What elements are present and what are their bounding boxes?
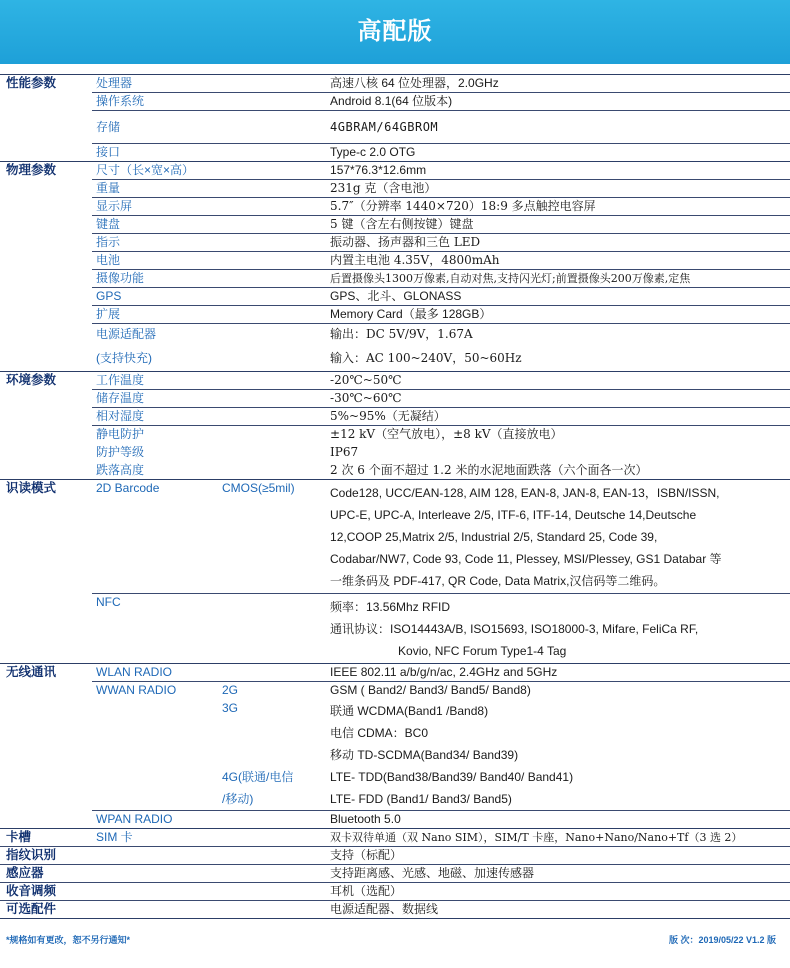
spec-value: -30℃~60℃ — [326, 390, 790, 408]
spec-name: 静电防护 — [92, 426, 326, 444]
spec-name: 防护等级 — [96, 445, 145, 459]
category-label: 指纹识别 — [0, 846, 92, 864]
wwan-3g-spec — [326, 700, 790, 766]
table-row — [0, 390, 790, 408]
spec-value: 后置摄像头1300万像素,自动对焦,支持闪光灯;前置摄像头200万像素,定焦 — [326, 270, 790, 288]
table-row — [0, 75, 790, 93]
version-info: 版 次：2019/05/22 V1.2 版 — [668, 935, 776, 945]
table-row — [0, 408, 790, 426]
text-line: 12,COOP 25,Matrix 2/5, Industrial 2/5, Standard 25, Code 39, — [330, 529, 658, 544]
table-row — [0, 162, 790, 180]
spec-value: Type-c 2.0 OTG — [326, 144, 790, 162]
spec-value: 内置主电池 4.35V，4800mAh — [326, 252, 790, 270]
spec-value: 231g 克（含电池） — [326, 180, 790, 198]
spec-name: SIM 卡 — [92, 828, 326, 846]
table-row — [0, 234, 790, 252]
spec-name: WLAN RADIO — [92, 664, 326, 682]
spec-value: 4GBRAM/64GBROM — [326, 111, 790, 144]
table-row — [0, 846, 790, 864]
spec-value: 支持距离感、光感、地磁、加速传感器 — [326, 864, 790, 882]
text-line: LTE- FDD (Band1/ Band3/ Band5) — [330, 791, 512, 806]
table-row — [0, 664, 790, 682]
spec-name: WWAN RADIO — [92, 682, 222, 811]
spec-name: GPS — [92, 288, 326, 306]
spacer — [92, 846, 326, 864]
band-label: 3G — [222, 700, 239, 715]
table-row — [0, 810, 790, 828]
table-row — [0, 252, 790, 270]
spec-value: 5.7″（分辨率 1440×720）18:9 多点触控电容屏 — [326, 198, 790, 216]
text-line: 移动 TD-SCDMA(Band34/ Band39) — [330, 747, 519, 762]
spec-value: 振动器、扬声器和三色 LED — [326, 234, 790, 252]
spec-value: Bluetooth 5.0 — [326, 810, 790, 828]
text-line: 联通 WCDMA(Band1 /Band8) — [330, 703, 489, 718]
spec-value: -20℃~50℃ — [326, 372, 790, 390]
spec-name: 2D Barcode — [92, 480, 222, 594]
table-row — [0, 216, 790, 234]
spec-name: 相对湿度 — [92, 408, 326, 426]
table-row — [0, 426, 790, 444]
category-label: 识读模式 — [0, 480, 92, 664]
wwan-4g-spec — [326, 766, 790, 811]
spec-value: IP67 — [330, 445, 359, 459]
table-row — [0, 111, 790, 144]
spec-name: 电源适配器 — [92, 324, 326, 346]
spec-name: 重量 — [92, 180, 326, 198]
table-row — [0, 882, 790, 900]
text-line: UPC-E, UPC-A, Interleave 2/5, ITF-6, ITF-14, Deutsche 14,Deutsche — [330, 507, 697, 522]
category-label: 物理参数 — [0, 162, 92, 372]
spacer — [92, 882, 326, 900]
table-row — [0, 828, 790, 846]
spec-value: 输入：AC 100~240V，50~60Hz — [330, 350, 522, 365]
spacer — [92, 864, 326, 882]
spec-name: 摄像功能 — [92, 270, 326, 288]
text-line: Code128, UCC/EAN-128, AIM 128, EAN-8, JAN-8, EAN-13，ISBN/ISSN, — [330, 485, 720, 500]
table-row — [0, 372, 790, 390]
table-row — [0, 180, 790, 198]
spec-name: 跌落高度 — [96, 462, 145, 477]
table-row — [0, 93, 790, 111]
spec-value: GPS、北斗、GLONASS — [326, 288, 790, 306]
spec-value: Memory Card（最多 128GB） — [326, 306, 790, 324]
spec-value: 耳机（选配） — [326, 882, 790, 900]
band-label: 2G — [222, 682, 326, 700]
table-row — [0, 288, 790, 306]
spec-name: 扩展 — [92, 306, 326, 324]
spec-name: 工作温度 — [92, 372, 326, 390]
spec-name: 键盘 — [92, 216, 326, 234]
page-title: 高配版 — [357, 18, 433, 45]
text-line: Kovio, NFC Forum Type1-4 Tag — [398, 643, 567, 658]
table-row — [0, 900, 790, 918]
spec-name: 显示屏 — [92, 198, 326, 216]
category-label: 可选配件 — [0, 900, 92, 918]
spec-value: Android 8.1(64 位版本) — [326, 93, 790, 111]
table-row — [0, 144, 790, 162]
text-line: /移动) — [222, 791, 254, 806]
spec-value: 电源适配器、数据线 — [326, 900, 790, 918]
text-line: 电信 CDMA：BC0 — [330, 725, 429, 740]
spec-name: NFC — [92, 594, 326, 664]
spec-name: 操作系统 — [92, 93, 326, 111]
spec-value: 157*76.3*12.6mm — [326, 162, 790, 180]
table-row — [0, 864, 790, 882]
spec-value: ±12 kV（空气放电），±8 kV（直接放电） — [326, 426, 790, 444]
text-line: 一维条码及 PDF-417, QR Code, Data Matrix,汉信码等二维码。 — [330, 573, 666, 588]
spec-value: 双卡双待单通（双 Nano SIM），SIM/T 卡座，Nano+Nano/Nano+Tf（3 选 2） — [326, 828, 790, 846]
barcode-symbologies — [326, 480, 790, 594]
spec-name: 接口 — [92, 144, 326, 162]
spec-name: 存储 — [92, 111, 326, 144]
spec-name: 处理器 — [92, 75, 326, 93]
spec-name: 储存温度 — [92, 390, 326, 408]
text-line: 频率：13.56Mhz RFID — [330, 599, 451, 614]
table-row — [0, 346, 790, 372]
text-line: 4G(联通/电信 — [222, 769, 294, 784]
table-row — [0, 480, 790, 594]
spec-value: 支持（标配） — [326, 846, 790, 864]
spec-value: IEEE 802.11 a/b/g/n/ac, 2.4GHz and 5GHz — [326, 664, 790, 682]
category-label: 感应器 — [0, 864, 92, 882]
disclaimer-note: *规格如有更改，恕不另行通知* — [6, 935, 131, 945]
spec-name: 指示 — [92, 234, 326, 252]
category-label: 卡槽 — [0, 828, 92, 846]
spec-name: 电池 — [92, 252, 326, 270]
spec-value: GSM ( Band2/ Band3/ Band5/ Band8) — [326, 682, 790, 700]
spec-name: WPAN RADIO — [92, 810, 326, 828]
table-row — [0, 270, 790, 288]
spec-value: 5 键（含左右侧按键）键盘 — [326, 216, 790, 234]
spec-value: 输出：DC 5V/9V，1.67A — [326, 324, 790, 346]
text-line: LTE- TDD(Band38/Band39/ Band40/ Band41) — [330, 769, 574, 784]
text-line: Codabar/NW7, Code 93, Code 11, Plessey, MSI/Plessey, GS1 Databar 等 — [330, 551, 722, 566]
category-label: 性能参数 — [0, 75, 92, 162]
table-row — [0, 198, 790, 216]
spec-name: 尺寸（长×宽×高） — [92, 162, 326, 180]
spacer — [92, 900, 326, 918]
spec-value: 2 次 6 个面不超过 1.2 米的水泥地面跌落（六个面各一次） — [330, 462, 648, 477]
category-label: 收音调频 — [0, 882, 92, 900]
nfc-spec — [326, 594, 790, 664]
table-row — [0, 462, 790, 480]
spec-subname: CMOS(≥5mil) — [222, 480, 326, 594]
spec-value: 高速八核 64 位处理器，2.0GHz — [326, 75, 790, 93]
spec-table — [0, 74, 790, 919]
category-label: 无线通讯 — [0, 664, 92, 829]
spec-value: 5%~95%（无凝结） — [326, 408, 790, 426]
footer — [0, 925, 790, 947]
table-row — [0, 682, 790, 700]
spec-name: (支持快充) — [96, 350, 152, 365]
table-row — [0, 444, 790, 462]
band-label — [222, 766, 326, 811]
table-row — [0, 306, 790, 324]
table-row — [0, 324, 790, 346]
text-line: 通讯协议：ISO14443A/B, ISO15693, ISO18000-3, Mifare, FeliCa RF, — [330, 621, 699, 636]
table-row — [0, 594, 790, 664]
category-label: 环境参数 — [0, 372, 92, 480]
